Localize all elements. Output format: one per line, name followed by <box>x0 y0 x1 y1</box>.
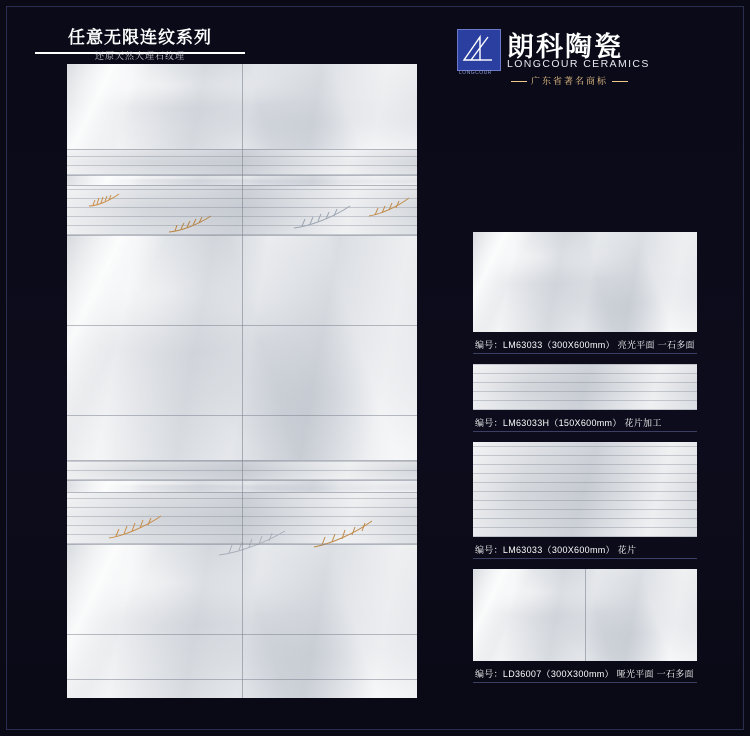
page-frame <box>6 6 744 730</box>
sample-caption: 编号：LD36007（300X300mm） 哑光平面 一石多面 <box>473 661 697 683</box>
leaf-motif-icon <box>367 196 411 218</box>
main-tile-wall <box>67 64 417 698</box>
grout-line-horizontal <box>67 415 417 416</box>
grout-line-horizontal <box>67 634 417 635</box>
sample-item <box>473 364 697 432</box>
grout-line-horizontal <box>67 325 417 326</box>
grout-line-horizontal <box>67 480 417 481</box>
sample-item <box>473 232 697 354</box>
sample-image-ld36007-matte <box>473 569 697 661</box>
grout-line-horizontal <box>67 460 417 461</box>
grout-line-horizontal <box>67 175 417 176</box>
sample-caption: 编号：LM63033（300X600mm） 花片 <box>473 537 697 559</box>
series-subtitle: 还原天然大理石纹理 <box>94 51 185 61</box>
leaf-motif-icon <box>87 192 121 208</box>
leaf-motif-icon <box>107 514 163 540</box>
leaf-motif-icon <box>167 214 213 234</box>
logo-mark-label: LONGCOUR <box>459 70 492 76</box>
sample-list <box>473 232 697 693</box>
grout-line-vertical <box>585 569 586 661</box>
sample-image-lm63033-glossy <box>473 232 697 332</box>
grout-line-horizontal <box>67 544 417 545</box>
brand-name-cn: 朗科陶瓷 <box>507 32 623 62</box>
sample-image-lm63033-flower <box>473 442 697 537</box>
brand-tagline-text: 广东省著名商标 <box>531 76 609 86</box>
logo-mark-icon <box>457 29 501 71</box>
sample-caption: 编号：LM63033H（150X600mm） 花片加工 <box>473 410 697 432</box>
grout-line-vertical <box>242 64 243 698</box>
grout-line-horizontal <box>67 185 417 186</box>
grout-line-horizontal <box>67 149 417 150</box>
sample-image-lm63033h-band <box>473 364 697 410</box>
grout-line-horizontal <box>67 679 417 680</box>
brand-tagline <box>507 74 632 87</box>
leaf-motif-icon <box>292 204 352 230</box>
grout-line-horizontal <box>67 235 417 236</box>
grout-line-horizontal <box>67 492 417 493</box>
leaf-motif-icon <box>217 529 287 557</box>
sample-item <box>473 569 697 683</box>
brand-logo <box>457 25 707 87</box>
series-title: 任意无限连纹系列 <box>35 23 245 54</box>
brand-name-en: LONGCOUR CERAMICS <box>507 58 650 70</box>
sample-item <box>473 442 697 559</box>
sample-caption: 编号：LM63033（300X600mm） 亮光平面 一石多面 <box>473 332 697 354</box>
